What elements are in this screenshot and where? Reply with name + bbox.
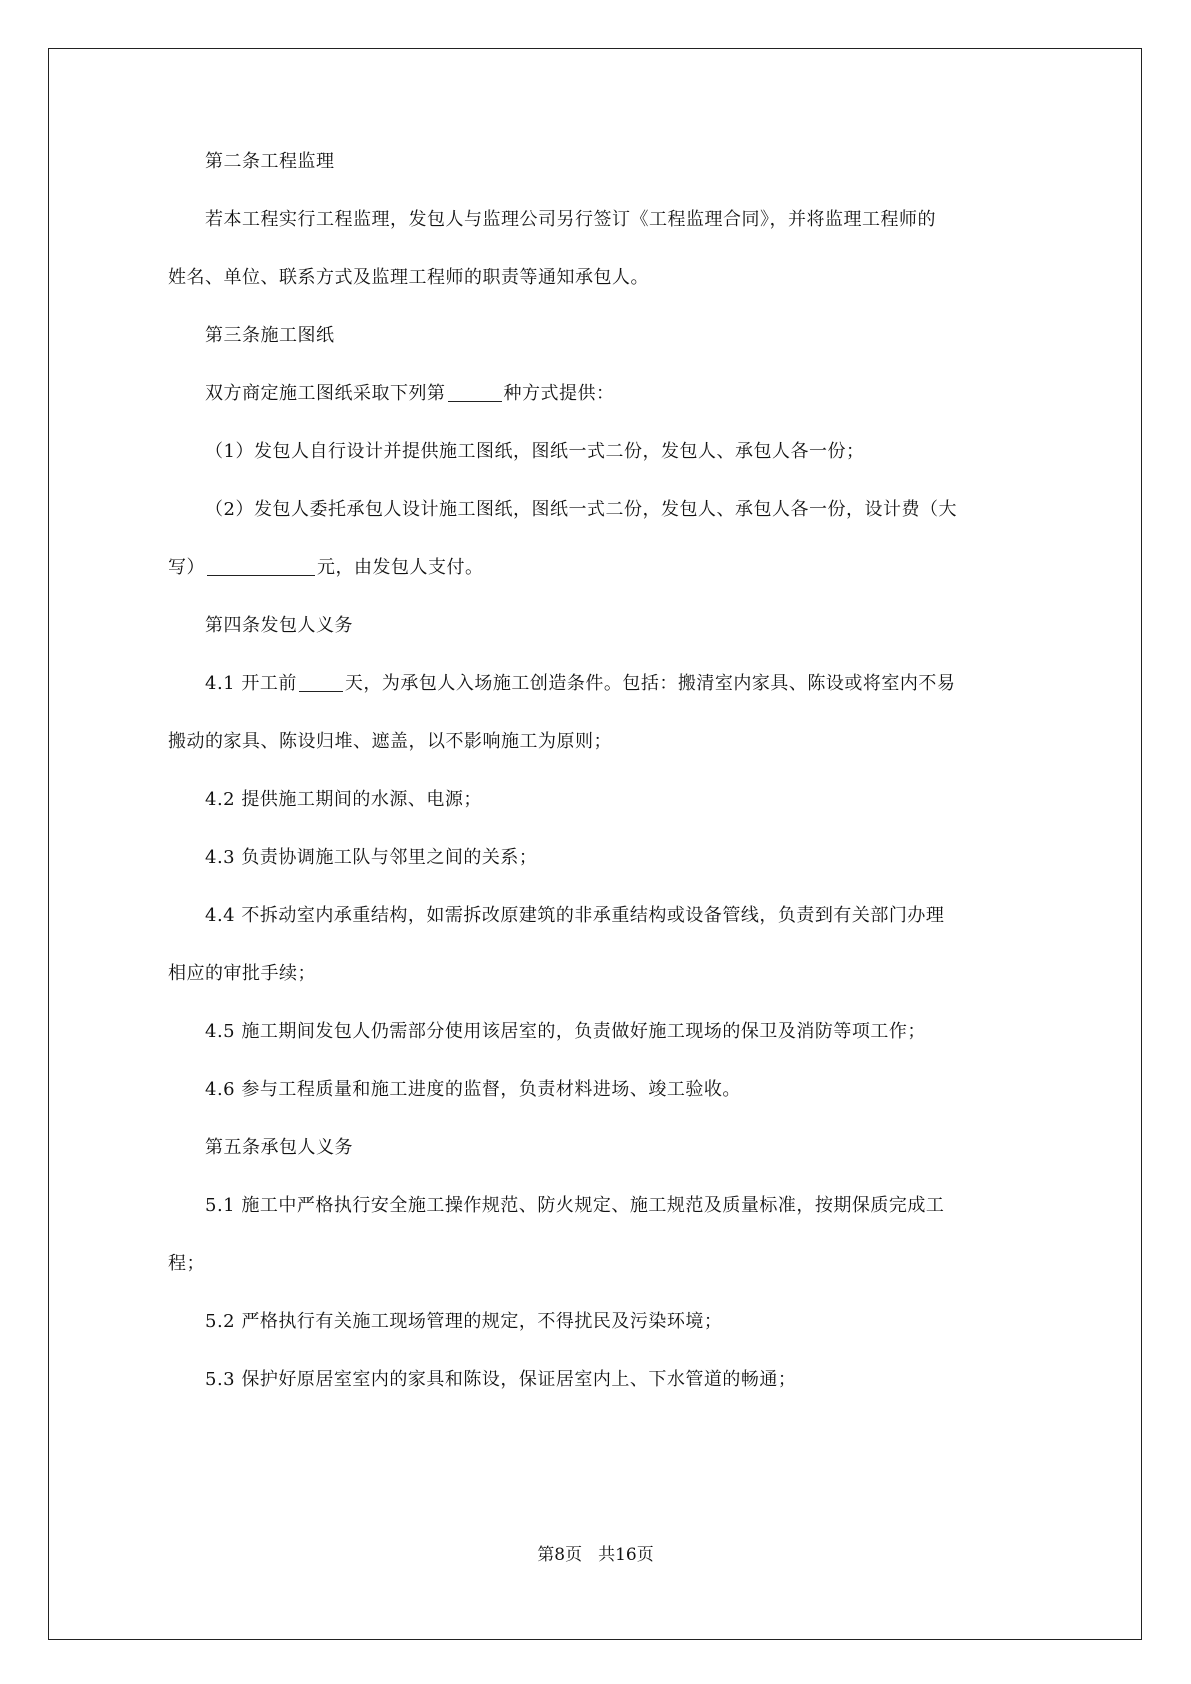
paragraph-line: 若本工程实行工程监理，发包人与监理公司另行签订《工程监理合同》，并将监理工程师的 bbox=[205, 209, 936, 230]
section-heading-contractor-duties: 第五条承包人义务 bbox=[205, 1137, 353, 1158]
paragraph-line: 姓名、单位、联系方式及监理工程师的职责等通知承包人。 bbox=[168, 267, 649, 288]
paragraph-line: 5.2 严格执行有关施工现场管理的规定，不得扰民及污染环境； bbox=[205, 1311, 723, 1332]
paragraph-line: 5.1 施工中严格执行安全施工操作规范、防火规定、施工规范及质量标准，按期保质完成工 bbox=[205, 1195, 945, 1216]
paragraph-line: 4.2 提供施工期间的水源、电源； bbox=[205, 789, 482, 810]
paragraph-line: （2）发包人委托承包人设计施工图纸，图纸一式二份，发包人、承包人各一份，设计费（大 bbox=[205, 499, 957, 520]
fill-in-blank bbox=[207, 557, 315, 576]
paragraph-line: 4.4 不拆动室内承重结构，如需拆改原建筑的非承重结构或设备管线，负责到有关部门办理 bbox=[205, 905, 945, 926]
paragraph-line: 程； bbox=[168, 1253, 205, 1274]
paragraph-line bbox=[168, 556, 484, 580]
paragraph-line: 搬动的家具、陈设归堆、遮盖，以不影响施工为原则； bbox=[168, 731, 612, 752]
paragraph-line: 相应的审批手续； bbox=[168, 963, 316, 984]
paragraph-line: （1）发包人自行设计并提供施工图纸，图纸一式二份，发包人、承包人各一份； bbox=[205, 441, 865, 462]
section-heading-supervision: 第二条工程监理 bbox=[205, 151, 335, 172]
paragraph-line: 4.3 负责协调施工队与邻里之间的关系； bbox=[205, 847, 538, 868]
text-segment: 天，为承包人入场施工创造条件。包括：搬清室内家具、陈设或将室内不易 bbox=[344, 673, 956, 694]
fill-in-blank bbox=[299, 673, 343, 692]
paragraph-line: 5.3 保护好原居室室内的家具和陈设，保证居室内上、下水管道的畅通； bbox=[205, 1369, 797, 1390]
text-segment: 元，由发包人支付。 bbox=[317, 557, 484, 578]
section-heading-employer-duties: 第四条发包人义务 bbox=[205, 615, 353, 636]
text-segment: 写） bbox=[168, 557, 205, 578]
page-total: 共16页 bbox=[598, 1545, 654, 1565]
text-segment: 4.1 开工前 bbox=[205, 673, 297, 694]
paragraph-line bbox=[205, 672, 955, 696]
text-segment: 种方式提供： bbox=[503, 383, 615, 404]
paragraph-line: 4.5 施工期间发包人仍需部分使用该居室的，负责做好施工现场的保卫及消防等项工作； bbox=[205, 1021, 926, 1042]
text-segment: 双方商定施工图纸采取下列第 bbox=[205, 383, 446, 404]
paragraph-line: 4.6 参与工程质量和施工进度的监督，负责材料进场、竣工验收。 bbox=[205, 1079, 741, 1100]
page-number: 第8页 bbox=[537, 1545, 583, 1565]
page-footer bbox=[0, 1540, 1191, 1565]
paragraph-line bbox=[205, 382, 615, 406]
section-heading-drawings: 第三条施工图纸 bbox=[205, 325, 335, 346]
fill-in-blank bbox=[448, 383, 502, 402]
